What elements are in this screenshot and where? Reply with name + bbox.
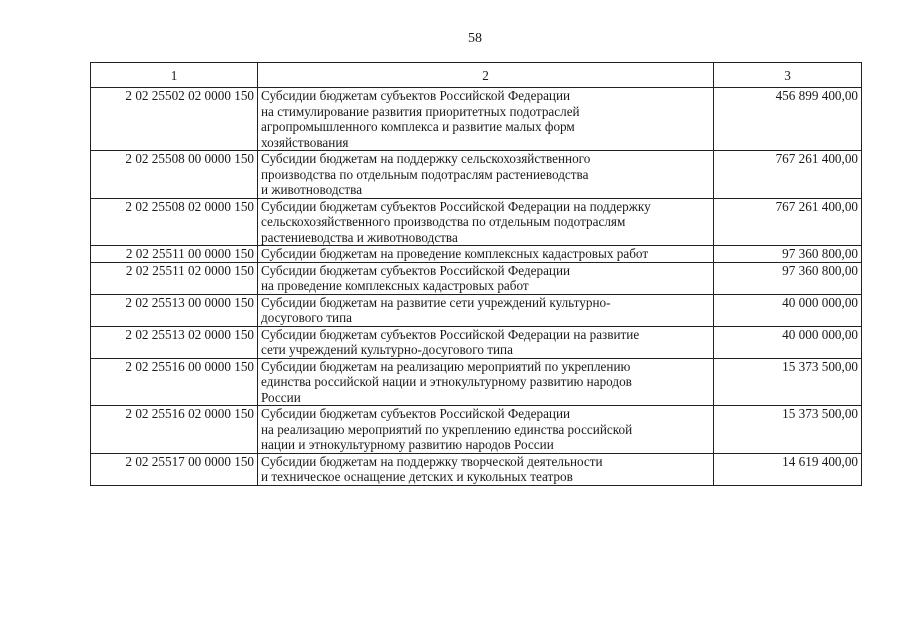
revenue-description bbox=[258, 88, 714, 151]
revenue-description bbox=[258, 294, 714, 326]
description-line: Субсидии бюджетам субъектов Российской Федерации на развитие bbox=[261, 326, 640, 342]
description-line: Субсидии бюджетам субъектов Российской Федерации bbox=[261, 406, 571, 421]
description-line: нации и этнокультурному развитию народов России bbox=[261, 437, 554, 452]
description-line: производства по отдельным подотраслям растениеводства bbox=[261, 166, 589, 182]
budget-classification-code: 2 02 25508 00 0000 150 bbox=[91, 151, 258, 199]
description-line: Субсидии бюджетам на поддержку сельскохозяйственного bbox=[261, 151, 591, 166]
description-line: сельскохозяйственного производства по отдельным подотраслям bbox=[261, 214, 626, 229]
revenue-description bbox=[258, 453, 714, 485]
description-line: сети учреждений культурно-досугового типа bbox=[261, 342, 513, 357]
column-header-description: 2 bbox=[258, 63, 714, 88]
budget-classification-code: 2 02 25513 00 0000 150 bbox=[91, 294, 258, 326]
table-row bbox=[91, 358, 862, 406]
amount-value: 767 261 400,00 bbox=[714, 198, 862, 246]
budget-revenue-table bbox=[90, 62, 862, 486]
description-line: на проведение комплексных кадастровых работ bbox=[261, 278, 529, 293]
budget-classification-code: 2 02 25517 00 0000 150 bbox=[91, 453, 258, 485]
column-header-amount: 3 bbox=[714, 63, 862, 88]
description-line: на реализацию мероприятий по укреплению единства российской bbox=[261, 421, 633, 437]
table-row bbox=[91, 294, 862, 326]
budget-classification-code: 2 02 25516 00 0000 150 bbox=[91, 358, 258, 406]
description-line: и техническое оснащение детских и кукольных театров bbox=[261, 469, 573, 484]
revenue-description bbox=[258, 262, 714, 294]
description-line: растениеводства и животноводства bbox=[261, 229, 458, 245]
table-row bbox=[91, 198, 862, 246]
table-row bbox=[91, 453, 862, 485]
table-row bbox=[91, 326, 862, 358]
description-line: Субсидии бюджетам субъектов Российской Федерации на поддержку bbox=[261, 198, 651, 214]
revenue-description bbox=[258, 198, 714, 246]
table-row bbox=[91, 88, 862, 151]
budget-classification-code: 2 02 25516 02 0000 150 bbox=[91, 406, 258, 454]
description-line: Субсидии бюджетам субъектов Российской Федерации bbox=[261, 262, 571, 278]
table-row bbox=[91, 262, 862, 294]
revenue-description bbox=[258, 406, 714, 454]
description-line: агропромышленного комплекса и развитие малых форм bbox=[261, 119, 575, 134]
description-line: Субсидии бюджетам на реализацию мероприятий по укреплению bbox=[261, 358, 631, 374]
amount-value: 456 899 400,00 bbox=[714, 88, 862, 151]
amount-value: 15 373 500,00 bbox=[714, 358, 862, 406]
table-header-row bbox=[91, 63, 862, 88]
amount-value: 14 619 400,00 bbox=[714, 453, 862, 485]
revenue-description bbox=[258, 151, 714, 199]
amount-value: 767 261 400,00 bbox=[714, 151, 862, 199]
budget-classification-code: 2 02 25511 02 0000 150 bbox=[91, 262, 258, 294]
budget-classification-code: 2 02 25502 02 0000 150 bbox=[91, 88, 258, 151]
table-row bbox=[91, 406, 862, 454]
revenue-description bbox=[258, 326, 714, 358]
description-line: единства российской нации и этнокультурному развитию народов bbox=[261, 374, 632, 389]
description-line: Субсидии бюджетам на развитие сети учреждений культурно- bbox=[261, 294, 611, 310]
budget-classification-code: 2 02 25511 00 0000 150 bbox=[91, 246, 258, 263]
table-row bbox=[91, 151, 862, 199]
description-line: России bbox=[261, 389, 301, 405]
amount-value: 97 360 800,00 bbox=[714, 262, 862, 294]
budget-classification-code: 2 02 25513 02 0000 150 bbox=[91, 326, 258, 358]
table-row bbox=[91, 246, 862, 263]
budget-classification-code: 2 02 25508 02 0000 150 bbox=[91, 198, 258, 246]
amount-value: 15 373 500,00 bbox=[714, 406, 862, 454]
revenue-description bbox=[258, 358, 714, 406]
amount-value: 97 360 800,00 bbox=[714, 246, 862, 263]
page-number: 58 bbox=[468, 31, 482, 46]
amount-value: 40 000 000,00 bbox=[714, 294, 862, 326]
column-header-code: 1 bbox=[91, 63, 258, 88]
description-line: на стимулирование развития приоритетных подотраслей bbox=[261, 103, 580, 119]
description-line: досугового типа bbox=[261, 310, 353, 325]
description-line: и животноводства bbox=[261, 182, 363, 197]
revenue-description bbox=[258, 246, 714, 263]
description-line: Субсидии бюджетам на проведение комплексных кадастровых работ bbox=[261, 246, 649, 261]
description-line: хозяйствования bbox=[261, 134, 349, 150]
description-line: Субсидии бюджетам субъектов Российской Федерации bbox=[261, 88, 571, 103]
amount-value: 40 000 000,00 bbox=[714, 326, 862, 358]
description-line: Субсидии бюджетам на поддержку творческой деятельности bbox=[261, 453, 603, 469]
